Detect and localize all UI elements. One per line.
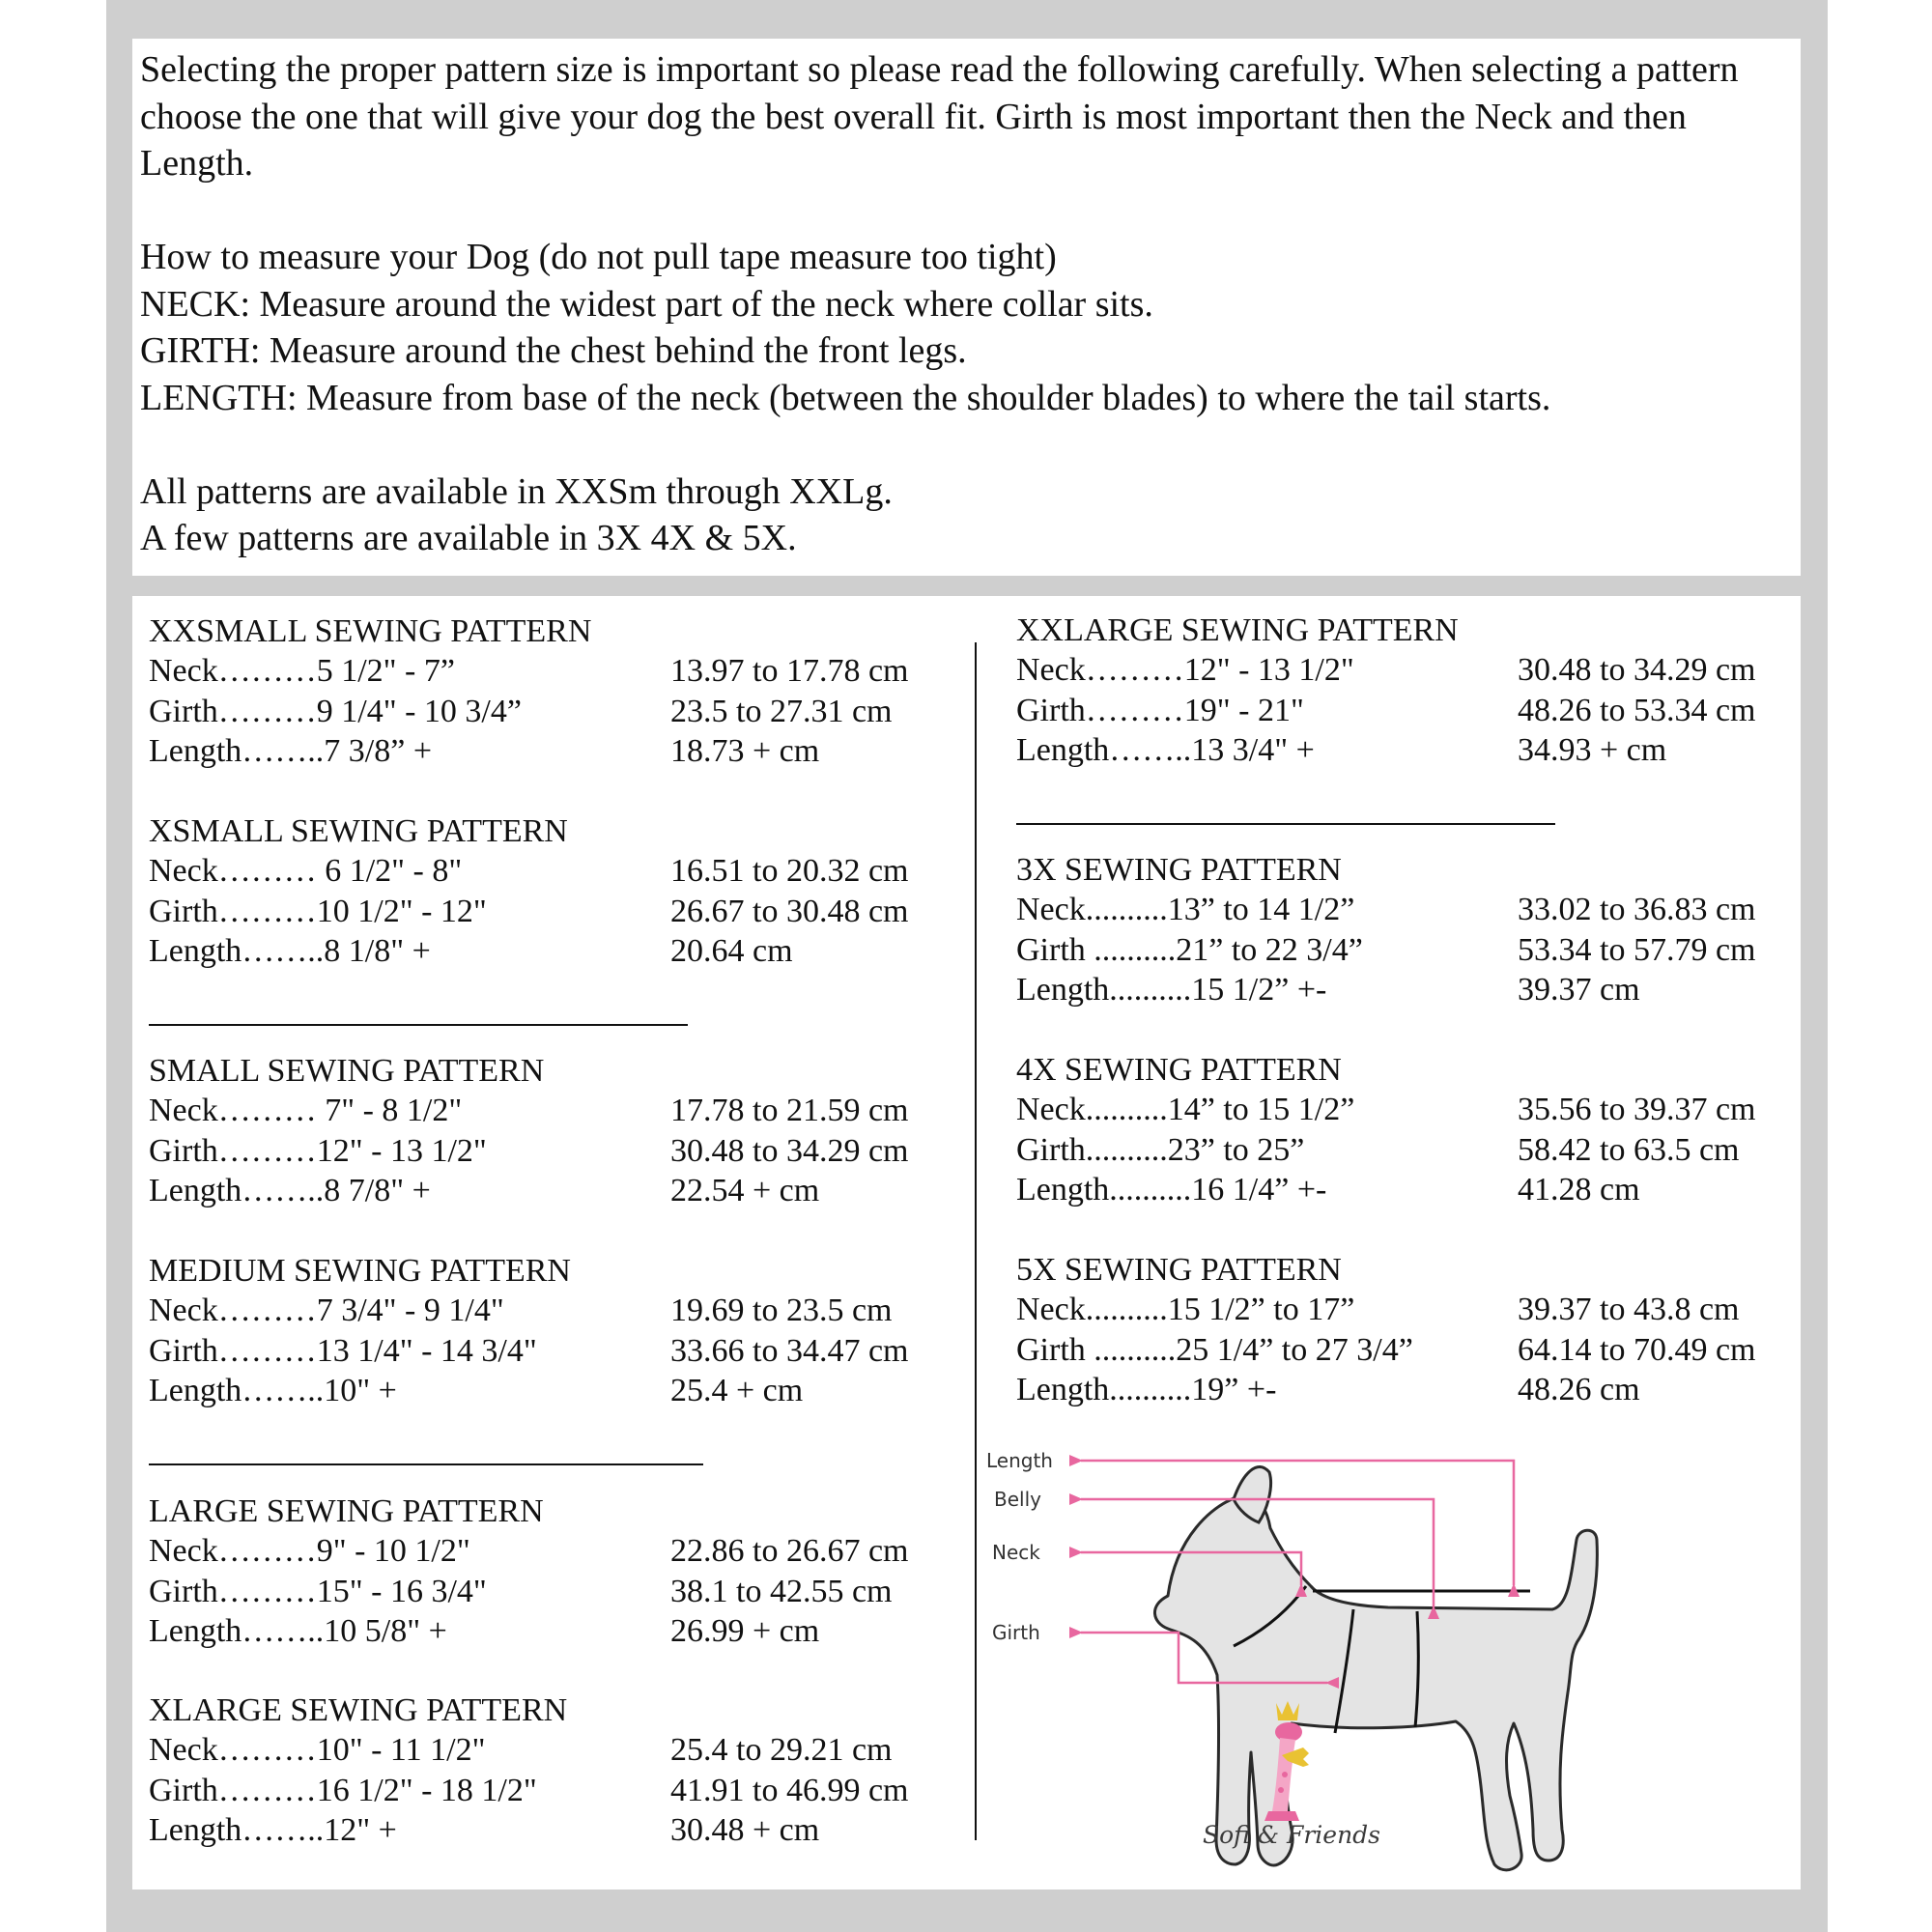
girth-row — [149, 1131, 1018, 1172]
imperial-value: Girth………19" - 21" — [1016, 692, 1304, 728]
pattern-medium — [149, 1251, 1018, 1411]
column-divider — [975, 642, 977, 1840]
length-row — [149, 1810, 1018, 1851]
availability-line-1: All patterns are available in XXSm through XXLg. — [140, 470, 893, 512]
imperial-value: Neck………7 3/4" - 9 1/4" — [149, 1293, 504, 1328]
metric-value: 30.48 to 34.29 cm — [1518, 652, 1756, 688]
metric-value: 34.93 + cm — [1518, 732, 1667, 768]
imperial-value: Girth ..........21” to 22 3/4” — [1016, 931, 1363, 968]
imperial-value: Girth………10 1/2" - 12" — [149, 893, 487, 929]
length-label: LENGTH — [140, 377, 287, 418]
imperial-value: Length……..8 1/8" + — [149, 933, 431, 969]
imperial-value: Girth………16 1/2" - 18 1/2" — [149, 1772, 537, 1808]
neck-row — [149, 851, 1018, 892]
metric-value: 33.02 to 36.83 cm — [1518, 892, 1756, 927]
girth-row — [1016, 1130, 1886, 1171]
length-text: : Measure from base of the neck (between the shoulder blades) to where the tail starts. — [286, 377, 1551, 418]
imperial-value: Girth………15" - 16 3/4" — [149, 1573, 487, 1609]
length-arrow — [1081, 1461, 1514, 1585]
intro-panel — [132, 39, 1801, 576]
length-row — [1016, 1370, 1886, 1410]
neck-row — [149, 1531, 1018, 1572]
pattern-title: XXLARGE SEWING PATTERN — [1016, 612, 1459, 648]
metric-value: 41.28 cm — [1518, 1172, 1640, 1208]
imperial-value: Neck………10" - 11 1/2" — [149, 1732, 486, 1768]
imperial-value: Length……..10" + — [149, 1373, 397, 1408]
neck-text: : Measure around the widest part of the neck where collar sits. — [240, 283, 1153, 325]
imperial-value: Neck..........14” to 15 1/2” — [1016, 1092, 1355, 1127]
pattern-xxsmall — [149, 611, 1018, 772]
metric-value: 53.34 to 57.79 cm — [1518, 931, 1756, 968]
pattern-title: XSMALL SEWING PATTERN — [149, 813, 568, 849]
girth-instruction — [140, 327, 1794, 375]
neck-instruction — [140, 281, 1794, 328]
neck-row — [1016, 650, 1886, 691]
pattern-title: 4X SEWING PATTERN — [1016, 1052, 1342, 1088]
metric-value: 39.37 to 43.8 cm — [1518, 1292, 1740, 1327]
pattern-title: 5X SEWING PATTERN — [1016, 1252, 1342, 1288]
pattern-small — [149, 1051, 1018, 1211]
girth-label: Girth — [992, 1621, 1040, 1644]
metric-value: 48.26 cm — [1518, 1372, 1640, 1407]
neck-label: NECK — [140, 283, 241, 325]
girth-row — [149, 1771, 1018, 1811]
metric-value: 23.5 to 27.31 cm — [670, 693, 893, 729]
neck-row — [1016, 1090, 1886, 1130]
metric-value: 26.99 + cm — [670, 1613, 820, 1649]
metric-value: 64.14 to 70.49 cm — [1518, 1331, 1756, 1368]
imperial-value: Girth………13 1/4" - 14 3/4" — [149, 1332, 537, 1369]
metric-value: 58.42 to 63.5 cm — [1518, 1131, 1740, 1168]
neck-row — [149, 651, 1018, 692]
imperial-value: Length……..12" + — [149, 1812, 397, 1848]
length-row — [1016, 730, 1886, 771]
metric-value: 35.56 to 39.37 cm — [1518, 1092, 1756, 1127]
girth-row — [149, 1572, 1018, 1612]
imperial-value: Neck……… 6 1/2" - 8" — [149, 853, 463, 889]
imperial-value: Neck………5 1/2" - 7” — [149, 653, 455, 689]
neck-row — [149, 1730, 1018, 1771]
giraffe-logo-icon — [1195, 1697, 1388, 1828]
metric-value: 41.91 to 46.99 cm — [670, 1772, 909, 1808]
imperial-value: Length..........19” +- — [1016, 1372, 1277, 1407]
imperial-value: Length..........16 1/4” +- — [1016, 1172, 1327, 1208]
neck-row — [149, 1291, 1018, 1331]
logo-text: Sofi & Friends — [1202, 1821, 1381, 1849]
metric-value: 22.86 to 26.67 cm — [670, 1533, 909, 1569]
pattern-xlarge — [149, 1690, 1018, 1851]
metric-value: 39.37 cm — [1518, 972, 1640, 1008]
pattern-title: SMALL SEWING PATTERN — [149, 1053, 545, 1089]
length-row — [1016, 970, 1886, 1010]
neck-row — [1016, 890, 1886, 930]
metric-value: 20.64 cm — [670, 933, 793, 969]
metric-value: 16.51 to 20.32 cm — [670, 853, 909, 889]
girth-row — [149, 892, 1018, 932]
girth-row — [1016, 691, 1886, 731]
pattern-title: MEDIUM SEWING PATTERN — [149, 1253, 571, 1289]
metric-value: 17.78 to 21.59 cm — [670, 1093, 909, 1128]
imperial-value: Length……..8 7/8" + — [149, 1173, 431, 1208]
girth-text: : Measure around the chest behind the front legs. — [249, 330, 967, 371]
left-size-column — [149, 611, 960, 1867]
length-row — [149, 1611, 1018, 1652]
length-row — [149, 1171, 1018, 1211]
neck-label: Neck — [992, 1541, 1040, 1564]
length-row — [149, 931, 1018, 972]
metric-value: 33.66 to 34.47 cm — [670, 1332, 909, 1369]
length-row — [149, 731, 1018, 772]
girth-row — [149, 1331, 1018, 1372]
dog-measurement-diagram — [986, 1414, 1794, 1888]
pattern-3x — [1016, 850, 1886, 1010]
brand-logo — [1195, 1697, 1388, 1871]
metric-value: 30.48 to 34.29 cm — [670, 1132, 909, 1169]
imperial-value: Length……..13 3/4" + — [1016, 732, 1315, 768]
pattern-large — [149, 1492, 1018, 1652]
metric-value: 22.54 + cm — [670, 1173, 820, 1208]
imperial-value: Neck..........13” to 14 1/2” — [1016, 892, 1355, 927]
metric-value: 26.67 to 30.48 cm — [670, 893, 909, 929]
length-row — [149, 1371, 1018, 1411]
section-divider — [1016, 823, 1555, 825]
metric-value: 13.97 to 17.78 cm — [670, 653, 909, 689]
length-label: Length — [986, 1449, 1053, 1472]
section-divider — [149, 1463, 703, 1465]
section-divider — [149, 1024, 688, 1026]
imperial-value: Girth ..........25 1/4” to 27 3/4” — [1016, 1331, 1413, 1368]
imperial-value: Girth………9 1/4" - 10 3/4” — [149, 693, 522, 729]
metric-value: 19.69 to 23.5 cm — [670, 1293, 893, 1328]
pattern-title: XLARGE SEWING PATTERN — [149, 1692, 568, 1728]
imperial-value: Girth………12" - 13 1/2" — [149, 1132, 487, 1169]
pattern-xsmall — [149, 811, 1018, 972]
pattern-title: XXSMALL SEWING PATTERN — [149, 613, 592, 649]
pattern-title: 3X SEWING PATTERN — [1016, 852, 1342, 888]
neck-row — [149, 1091, 1018, 1131]
girth-row — [1016, 1330, 1886, 1371]
girth-label: GIRTH — [140, 330, 250, 371]
imperial-value: Length……..7 3/8” + — [149, 733, 433, 769]
metric-value: 25.4 + cm — [670, 1373, 804, 1408]
pattern-5x — [1016, 1250, 1886, 1410]
metric-value: 25.4 to 29.21 cm — [670, 1732, 893, 1768]
imperial-value: Length……..10 5/8" + — [149, 1613, 447, 1649]
intro-text — [140, 46, 1794, 562]
imperial-value: Neck……… 7" - 8 1/2" — [149, 1093, 463, 1128]
imperial-value: Neck………12" - 13 1/2" — [1016, 652, 1354, 688]
pattern-xxlarge — [1016, 611, 1886, 771]
sizes-panel — [132, 596, 1801, 1889]
metric-value: 38.1 to 42.55 cm — [670, 1573, 893, 1609]
girth-row — [149, 692, 1018, 732]
metric-value: 30.48 + cm — [670, 1812, 820, 1848]
pattern-title: LARGE SEWING PATTERN — [149, 1493, 544, 1529]
imperial-value: Length..........15 1/2” +- — [1016, 972, 1327, 1008]
right-size-column — [1016, 611, 1789, 1407]
imperial-value: Neck..........15 1/2” to 17” — [1016, 1292, 1355, 1327]
belly-label: Belly — [994, 1488, 1041, 1511]
girth-row — [1016, 930, 1886, 971]
metric-value: 18.73 + cm — [670, 733, 820, 769]
pattern-4x — [1016, 1050, 1886, 1210]
measure-heading: How to measure your Dog (do not pull tape measure too tight) — [140, 237, 1057, 277]
length-row — [1016, 1170, 1886, 1210]
availability-line-2: A few patterns are available in 3X 4X & 5X. — [140, 518, 797, 558]
neck-row — [1016, 1290, 1886, 1330]
imperial-value: Girth..........23” to 25” — [1016, 1131, 1305, 1168]
length-instruction — [140, 375, 1794, 422]
intro-paragraph: Selecting the proper pattern size is important so please read the following carefully. When selecting a pattern choose the one that will give your dog the best overall fit. Girth is most important then the Neck and then Length. — [140, 49, 1739, 184]
imperial-value: Neck………9" - 10 1/2" — [149, 1533, 470, 1569]
metric-value: 48.26 to 53.34 cm — [1518, 692, 1756, 728]
